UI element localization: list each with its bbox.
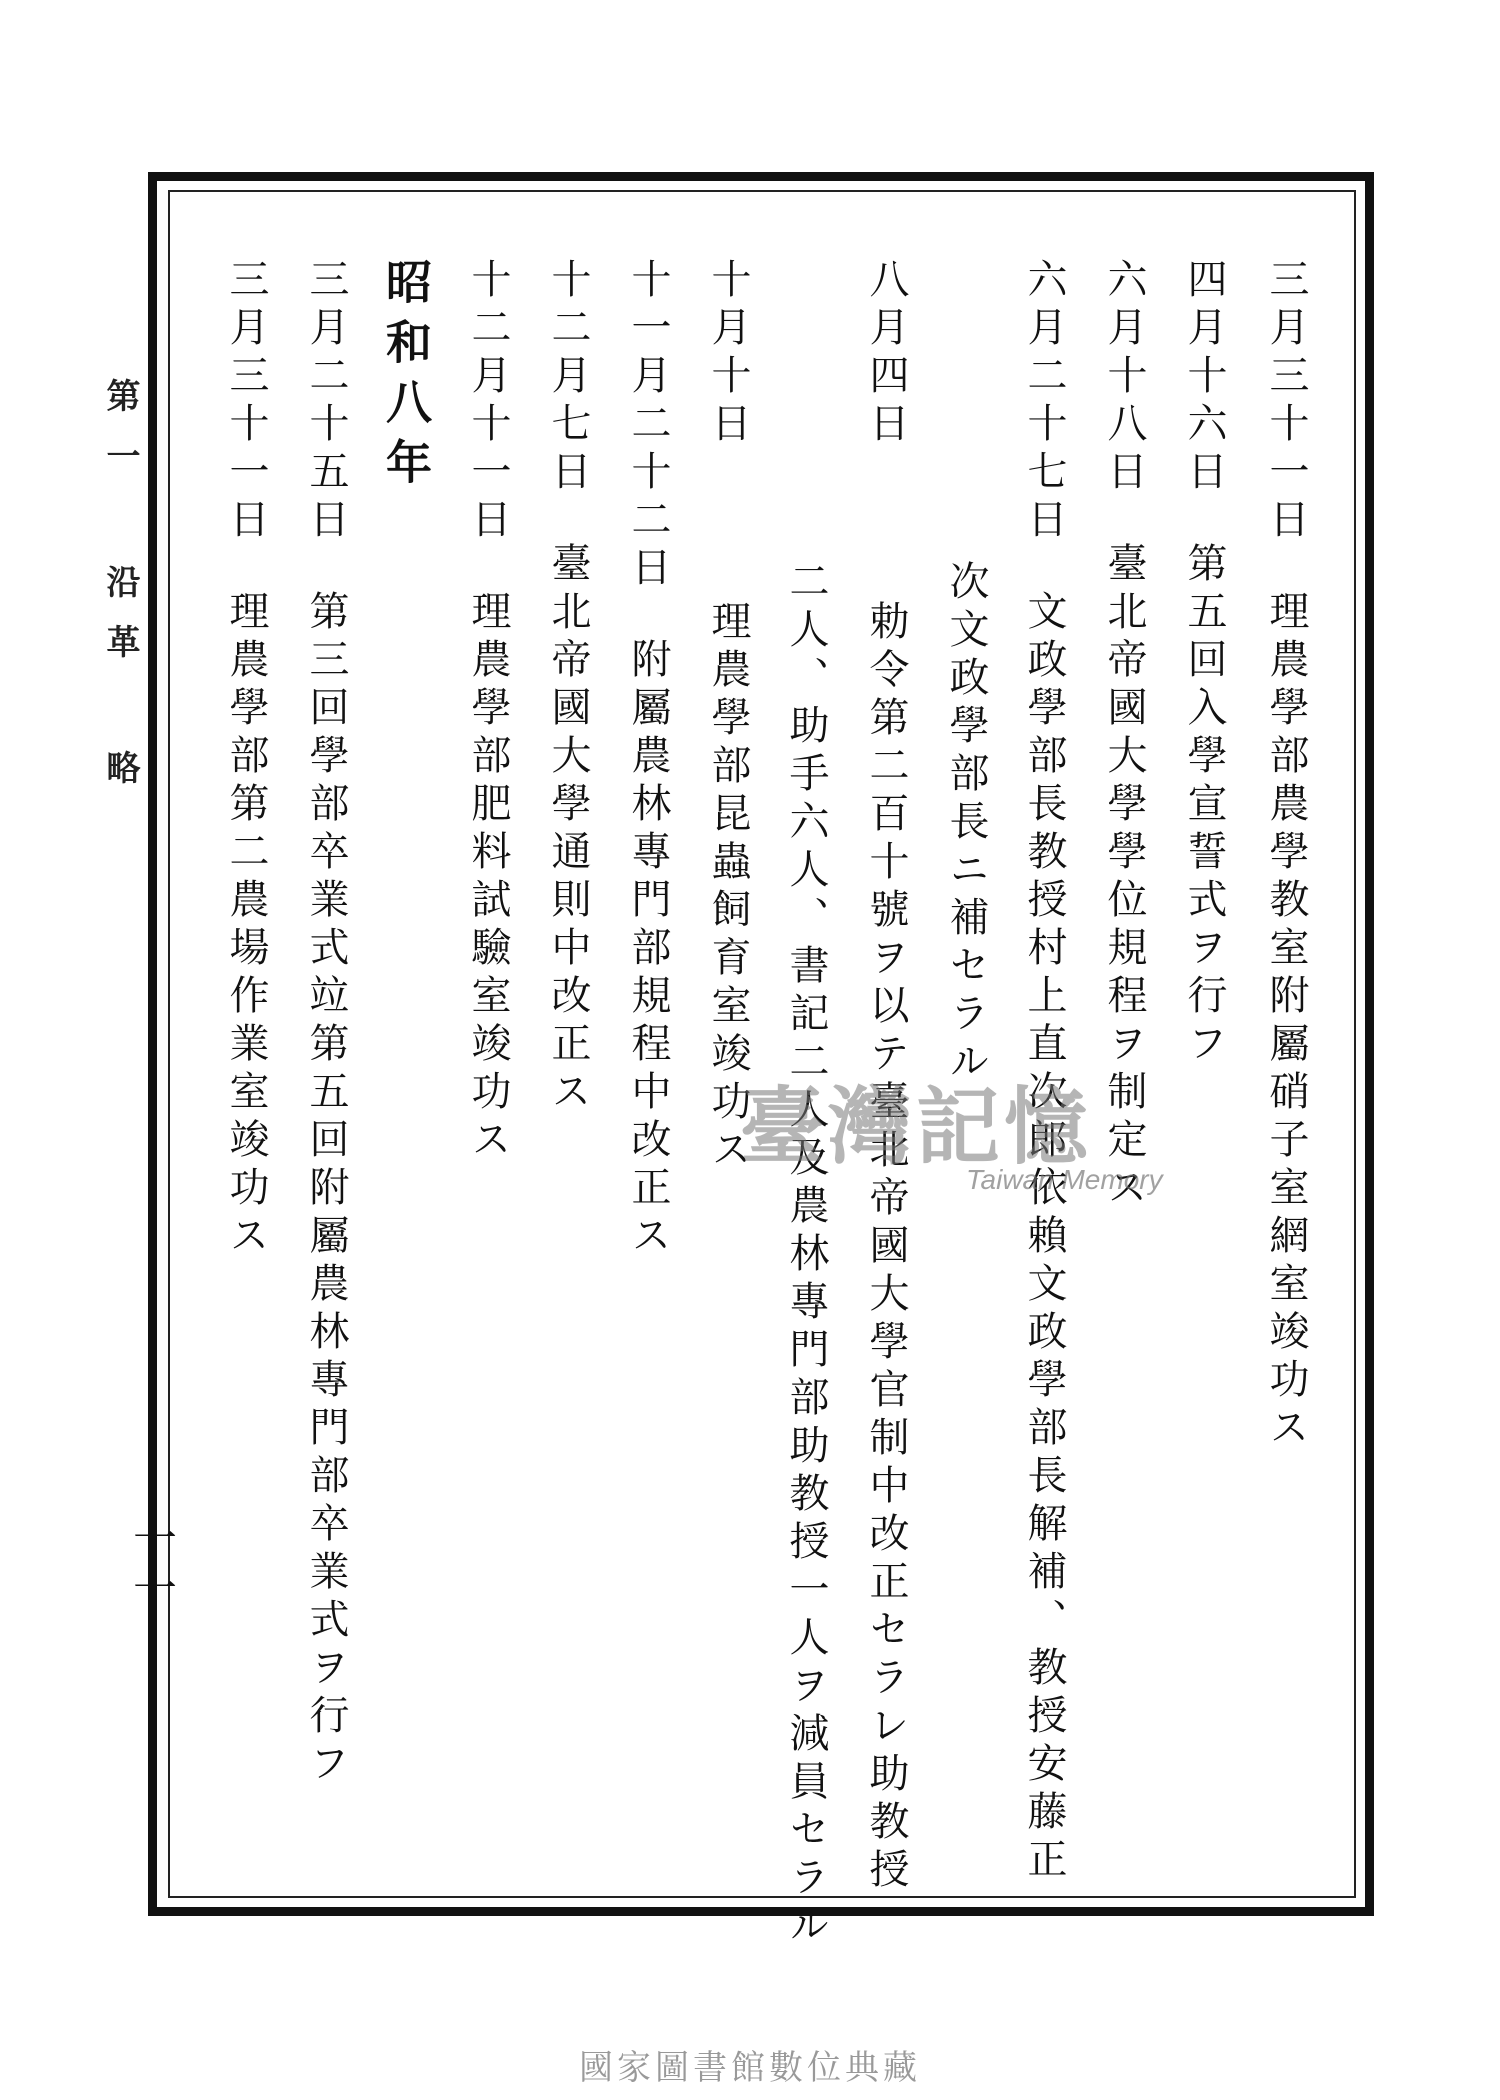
entry-text: 次文政學部長ニ補セラル <box>943 560 989 1088</box>
entry-date: 三月三十一日 <box>1263 258 1309 546</box>
entry-column <box>1180 258 1228 1070</box>
entry-date: 十二月七日 <box>545 258 591 498</box>
entry-column <box>222 258 270 1262</box>
entry-text: 臺北帝國大學通則中改正ス <box>545 542 591 1118</box>
entry-text: 理農學部農學教室附屬硝子室網室竣功ス <box>1263 590 1309 1454</box>
entry-text: 二人、助手六人、書記二人及農林專門部助教授一人ヲ減員セラル <box>783 560 829 1952</box>
entry-text: 附屬農林專門部規程中改正ス <box>625 638 671 1262</box>
entry-column <box>624 258 672 1262</box>
entry-column <box>1100 258 1148 1214</box>
entry-column-continued <box>782 560 830 1952</box>
entry-text: 第五回入學宣誓式ヲ行フ <box>1181 542 1227 1070</box>
entry-text: 理農學部昆蟲飼育室竣功ス <box>705 600 751 1176</box>
footer-credit: 國家圖書館數位典藏 <box>579 2048 921 2088</box>
entry-text: 理農學部肥料試驗室竣功ス <box>465 590 511 1166</box>
entry-text: 文政學部長教授村上直次郎依賴文政學部長解補、教授安藤正 <box>1021 590 1067 1886</box>
entry-date: 三月二十五日 <box>303 258 349 546</box>
entry-date: 四月十六日 <box>1181 258 1227 498</box>
entry-text: 勅令第二百十號ヲ以テ臺北帝國大學官制中改正セラレ助教授 <box>863 600 909 1896</box>
entry-column <box>544 258 592 1118</box>
entry-date: 八月四日 <box>863 258 909 450</box>
watermark-subtitle: Taiwan Memory <box>966 1164 1163 1195</box>
entry-column <box>704 258 752 1176</box>
entry-date: 三月三十一日 <box>223 258 269 546</box>
watermark-logo: 臺灣記憶 <box>740 1077 1093 1176</box>
entry-column <box>1262 258 1310 1454</box>
entry-date: 十月十日 <box>705 258 751 450</box>
page-number: 一一 <box>125 1515 176 1615</box>
entry-date: 六月十八日 <box>1101 258 1147 498</box>
year-heading: 昭和八年 <box>379 258 433 498</box>
entry-text: 第三回學部卒業式竝第五回附屬農林專門部卒業式ヲ行フ <box>303 590 349 1790</box>
entry-date: 十一月二十二日 <box>625 258 671 594</box>
entry-text: 臺北帝國大學學位規程ヲ制定ス <box>1101 542 1147 1214</box>
entry-date: 六月二十七日 <box>1021 258 1067 546</box>
entry-column <box>302 258 350 1790</box>
entry-date: 十二月十一日 <box>465 258 511 546</box>
chapter-side-title: 第一 沿革 略 <box>100 378 140 810</box>
entry-column <box>464 258 512 1166</box>
entry-text: 理農學部第二農場作業室竣功ス <box>223 590 269 1262</box>
entry-column-continued <box>942 560 990 1088</box>
